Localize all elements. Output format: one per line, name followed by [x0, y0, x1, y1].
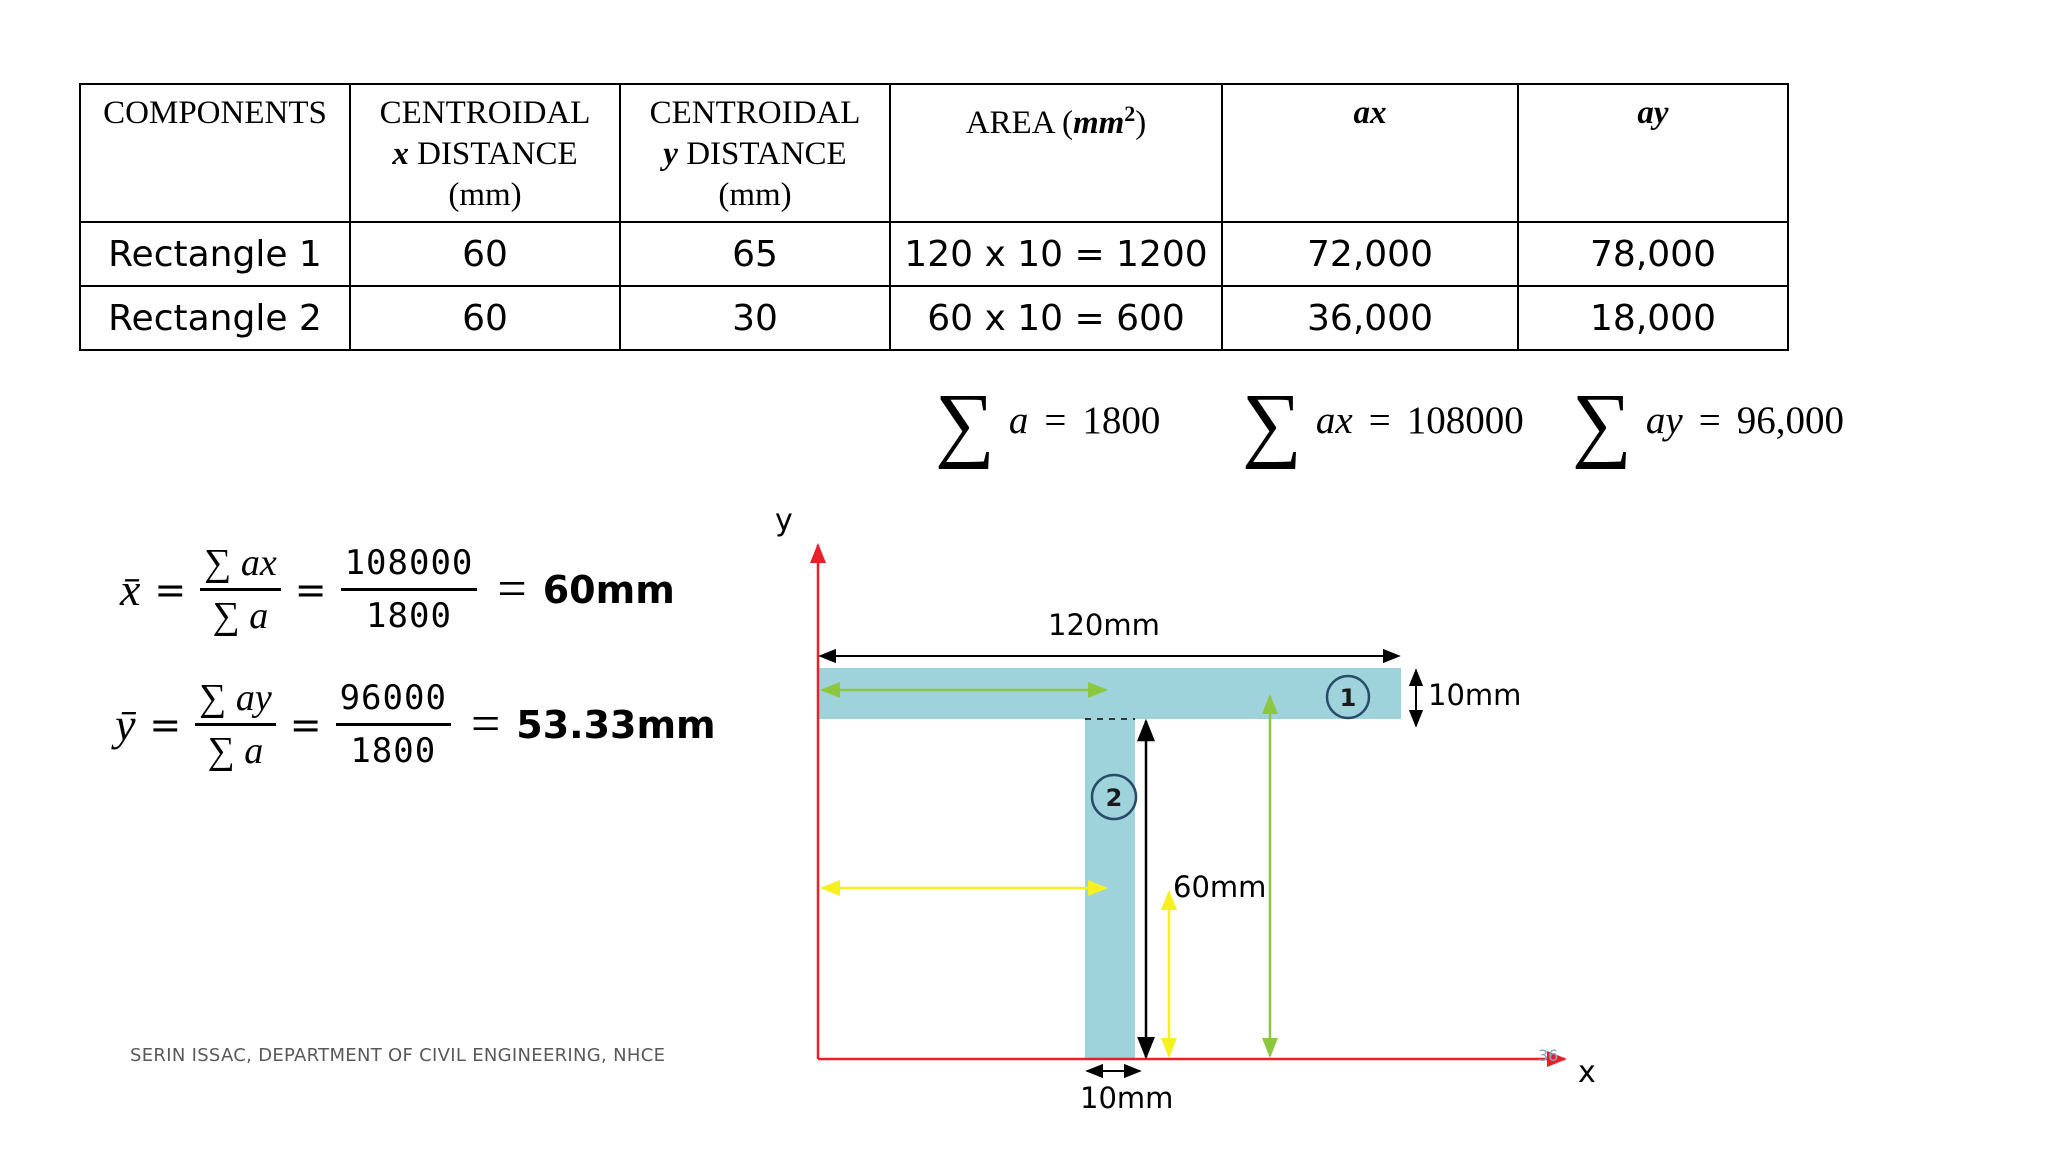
y-axis-label: y: [775, 503, 793, 538]
header-ax: ax: [1222, 84, 1518, 222]
x-axis-label: x: [1578, 1055, 1596, 1090]
header-ay: ay: [1518, 84, 1788, 222]
header-y-distance: CENTROIDAL y DISTANCE (mm): [620, 84, 890, 222]
svg-text:2: 2: [1105, 784, 1123, 812]
cell-ax: 72,000: [1222, 222, 1518, 286]
cell-component: Rectangle 1: [80, 222, 350, 286]
footer-credit: SERIN ISSAC, DEPARTMENT OF CIVIL ENGINEERING, NHCE: [130, 1045, 666, 1066]
cell-component: Rectangle 2: [80, 286, 350, 350]
fraction-symbolic: $\frac{\sum ay}{\sum a}$: [195, 673, 275, 776]
cell-area: 120 x 10 = 1200: [890, 222, 1222, 286]
cell-area: 60 x 10 = 600: [890, 286, 1222, 350]
fraction-symbolic: $\frac{\sum ax}{\sum a}$: [200, 538, 280, 641]
formula-xbar: x̄ = $\frac{\sum ax}{\sum a}$ = $\frac{108000}{1800}$ = 60mm: [120, 538, 675, 641]
dim-label-web-width: 10mm: [1080, 1081, 1174, 1115]
cell-x: 60: [350, 286, 620, 350]
fraction-numeric: $\frac{96000}{1800}$: [336, 673, 451, 776]
sum-ay: ∑ ay = 96,000: [1572, 377, 1844, 470]
header-x-distance: CENTROIDAL x DISTANCE (mm): [350, 84, 620, 222]
cell-ay: 18,000: [1518, 286, 1788, 350]
cell-ay: 78,000: [1518, 222, 1788, 286]
cell-ax: 36,000: [1222, 286, 1518, 350]
formula-ybar: ȳ = $\frac{\sum ay}{\sum a}$ = $\frac{96000}{1800}$ = 53.33mm: [115, 673, 716, 776]
fraction-numeric: $\frac{108000}{1800}$: [341, 538, 478, 641]
dim-label-top-width: 120mm: [1048, 608, 1160, 642]
sum-a: ∑ a = 1800: [935, 377, 1161, 470]
sum-ax: ∑ ax = 108000: [1242, 377, 1524, 470]
page-number: 36: [1538, 1046, 1559, 1065]
dim-label-web-height: 60mm: [1173, 870, 1267, 904]
cell-y: 65: [620, 222, 890, 286]
cell-x: 60: [350, 222, 620, 286]
header-components: COMPONENTS: [80, 84, 350, 222]
dim-label-flange-thickness: 10mm: [1428, 678, 1522, 712]
svg-text:1: 1: [1339, 684, 1357, 712]
flange-rectangle: [818, 668, 1401, 719]
header-area: AREA $(mm^2)$: [890, 84, 1222, 222]
cell-y: 30: [620, 286, 890, 350]
